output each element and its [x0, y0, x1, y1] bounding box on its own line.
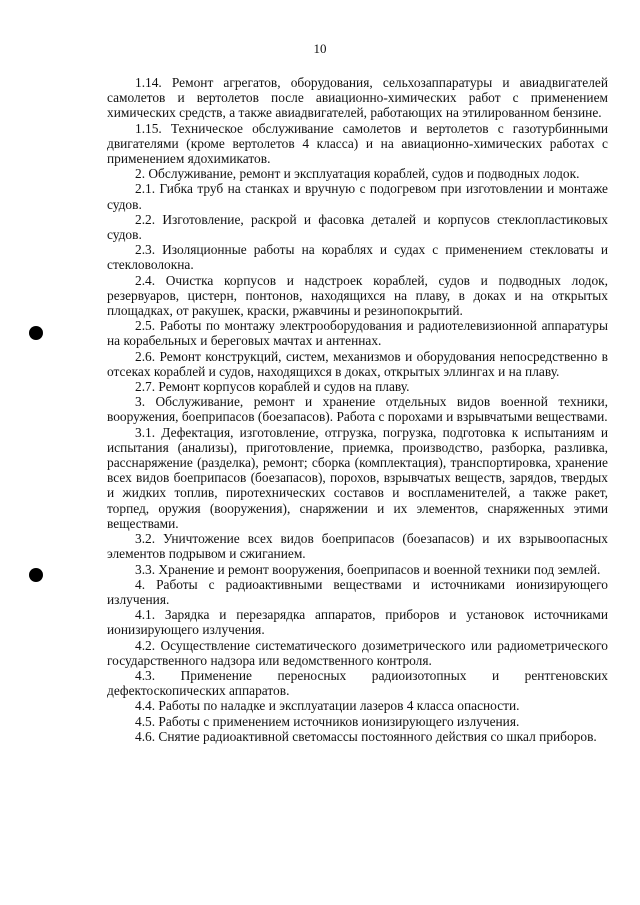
paragraph-4-6: 4.6. Снятие радиоактивной светомассы постоянного действия со шкал приборов.: [135, 728, 597, 744]
paragraph-3: 3. Обслуживание, ремонт и хранение отдельных видов военной техники, вооружения, боеприпасов (боезапасов). Работа с порохами и взрывчатыми веществами.: [107, 394, 608, 425]
paragraph-4-1: 4.1. Зарядка и перезарядка аппаратов, приборов и установок источниками ионизирующего излучения.: [107, 607, 608, 638]
paragraph-1-14: 1.14. Ремонт агрегатов, оборудования, сельхозаппаратуры и авиадвигателей самолетов и вертолетов после авиационно-химических работ с применением химических средств, а также авиадвигателей, работающих на этилированном бензине.: [107, 75, 608, 121]
page-number: 10: [313, 41, 327, 56]
paragraph-2-4: 2.4. Очистка корпусов и надстроек кораблей, судов и подводных лодок, резервуаров, цистерн, понтонов, находящихся на плаву, в доках и на открытых площадках, от ракушек, краски, ржавчины и резинопокрытий.: [107, 272, 608, 319]
paragraph-2-6: 2.6. Ремонт конструкций, систем, механизмов и оборудования непосредственно в отсеках кораблей и судов, находящихся в доках, открытых эллингах и на плаву.: [107, 348, 608, 379]
paragraph-4-2: 4.2. Осуществление систематического дозиметрического или радиометрического государственного надзора или ведомственного контроля.: [107, 637, 608, 668]
paragraph-4-3: 4.3. Применение переносных радиоизотопных и рентгеновских дефектоскопических аппаратов.: [107, 667, 608, 699]
punch-hole-bottom: [29, 568, 43, 582]
paragraph-2-1: 2.1. Гибка труб на станках и вручную с подогревом при изготовлении и монтаже судов.: [107, 181, 608, 212]
paragraph-3-2: 3.2. Уничтожение всех видов боеприпасов (боезапасов) и их взрывоопасных элементов подрывом и сжиганием.: [107, 531, 608, 562]
paragraph-2: 2. Обслуживание, ремонт и эксплуатация кораблей, судов и подводных лодок.: [135, 166, 580, 182]
document-body: [107, 75, 608, 744]
paragraph-4: 4. Работы с радиоактивными веществами и источниками ионизирующего излучения.: [107, 576, 608, 607]
paragraph-2-5: 2.5. Работы по монтажу электрооборудования и радиотелевизионной аппаратуры на корабельных и береговых мачтах и антеннах.: [107, 318, 608, 349]
paragraph-3-3: 3.3. Хранение и ремонт вооружения, боеприпасов и военной техники под землей.: [135, 561, 601, 577]
paragraph-2-2: 2.2. Изготовление, раскрой и фасовка деталей и корпусов стеклопластиковых судов.: [107, 211, 608, 243]
paragraph-4-5: 4.5. Работы с применением источников ионизирующего излучения.: [135, 713, 520, 729]
paragraph-2-7: 2.7. Ремонт корпусов кораблей и судов на плаву.: [135, 379, 410, 395]
punch-hole-top: [29, 326, 43, 340]
paragraph-3-1: 3.1. Дефектация, изготовление, отгрузка, погрузка, подготовка к испытаниям и испытания (анализы), приготовление, приемка, производство, разборка, разливка, расснаряжение (разделка), ремонт; сборка (комплектация), транспортировка, хранение всех видов боеприпасов (боезапасов), порохов, взрывчатых веществ, зарядов, твердых и жидких топлив, пиротехнических составов и воспламенителей, а также ракет, торпед, оружия (вооружения), снаряжении и их элементов, снаряженных этими веществами.: [107, 424, 608, 531]
paragraph-4-4: 4.4. Работы по наладке и эксплуатации лазеров 4 класса опасности.: [135, 698, 520, 714]
paragraph-1-15: 1.15. Техническое обслуживание самолетов и вертолетов с газотурбинными двигателями (кроме вертолетов 4 класса) и на авиационно-химических работах с применением ядохимикатов.: [107, 120, 608, 167]
paragraph-2-3: 2.3. Изоляционные работы на кораблях и судах с применением стекловаты и стекловолокна.: [107, 242, 608, 273]
